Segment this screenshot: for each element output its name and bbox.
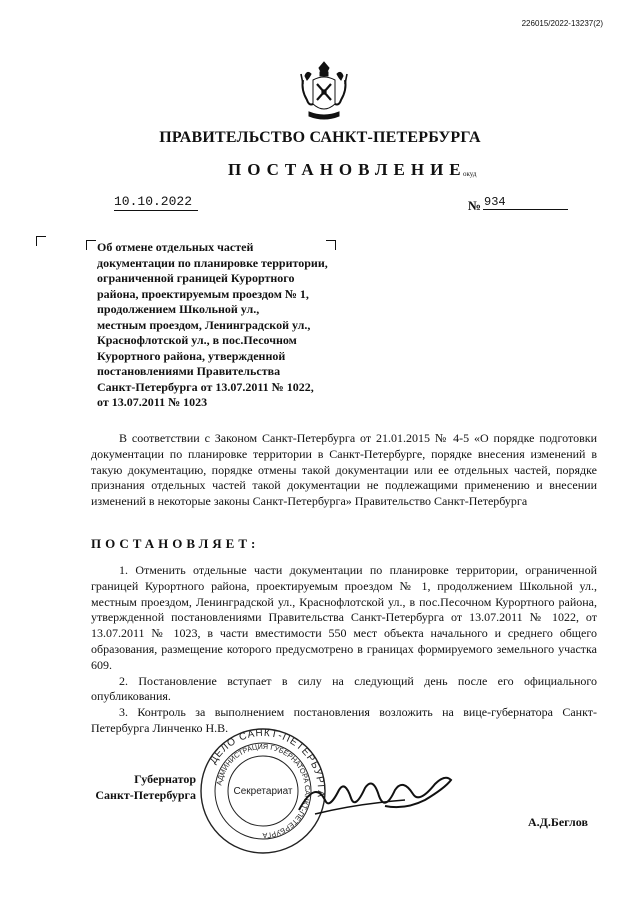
title-line: района, проектируемым проездом № 1, (97, 286, 309, 301)
signatory-name: А.Д.Беглов (528, 815, 588, 829)
title-line: ограниченной границей Курортного (97, 271, 295, 285)
handwritten-signature (295, 770, 455, 830)
title-line: Краснофлотской ул., в пос.Песочном (97, 333, 297, 347)
number-label: № (468, 198, 482, 213)
organization-name: ПРАВИТЕЛЬСТВО САНКТ-ПЕТЕРБУРГА (159, 129, 481, 146)
title-line: от 13.07.2011 № 1023 (97, 395, 208, 409)
title-line: постановлениями Правительства (97, 364, 281, 378)
signatory-title-line: Санкт-Петербурга (95, 788, 196, 802)
title-line: продолжением Школьной ул., (97, 302, 260, 316)
title-line: Об отмене отдельных частей (97, 240, 254, 254)
preamble-paragraph: В соответствии с Законом Санкт-Петербурга от 21.01.2015 № 4-5 «О порядке подготовки документации по планировке территории в Санкт-Петербурге, порядке внесения изменений в такую документацию, порядке отмены такой документации или ее отдельных частей, порядке признания отдельных частей такой документации не подлежащими применению и внесении изменений в некоторые законы Санкт-Петербурга» Правительство Санкт-Петербурга (91, 431, 597, 509)
coat-of-arms-icon (299, 60, 349, 122)
corner-mark (86, 240, 96, 250)
svg-text:ДЕЛО САНКТ-ПЕТЕРБУРГА: ДЕЛО САНКТ-ПЕТЕРБУРГА (207, 727, 327, 799)
document-type: ПОСТАНОВЛЕНИЕ (228, 160, 467, 179)
document-number: 226015/2022-13237(2) (521, 19, 603, 28)
decree-heading: ПОСТАНОВЛЯЕТ: (91, 536, 260, 551)
document-number-field: 934 (483, 195, 568, 210)
title-line: Санкт-Петербурга от 13.07.2011 № 1022, (97, 379, 314, 394)
title-line: Курортного района, утвержденной (97, 348, 286, 363)
decree-items (91, 563, 597, 737)
svg-text:Секретариат: Секретариат (233, 786, 293, 797)
title-line: документации по планировке территории, (97, 255, 328, 270)
signatory-title (88, 771, 196, 803)
decree-item: 2. Постановление вступает в силу на следующий день после его официального опубликования. (91, 673, 597, 704)
corner-mark (36, 236, 46, 246)
decree-item: 3. Контроль за выполнением постановления возложить на вице-губернатора Санкт-Петербурга Линченко Н.В. (91, 705, 597, 735)
decree-item: 1. Отменить отдельные части документации по планировке территории, ограниченной границей Курортного района, проектируемым проездом № 1, продолжением Школьной ул., местным проездом, Ленинградской ул., Краснофлотской ул., в пос.Песочном Курортного района, утвержденной постановлениями Правительства Санкт-Петербурга от 13.07.2011 № 1022, от 13.07.2011 № 1023, в части вместимости 550 мест объекта начального и среднего общего образования, размещение которого предусмотрено в границах формируемого земельного участка 609. (91, 563, 597, 672)
title-line: местным проездом, Ленинградской ул., (97, 317, 311, 332)
document-title (97, 240, 357, 411)
okud-label: окуд (463, 170, 477, 178)
document-date: 10.10.2022 (114, 194, 198, 211)
svg-text:АДМИНИСТРАЦИЯ ГУБЕРНАТОРА САНК: АДМИНИСТРАЦИЯ ГУБЕРНАТОРА САНКТ-ПЕТЕРБУРГА (214, 741, 313, 841)
signatory-title-line: Губернатор (134, 772, 196, 786)
